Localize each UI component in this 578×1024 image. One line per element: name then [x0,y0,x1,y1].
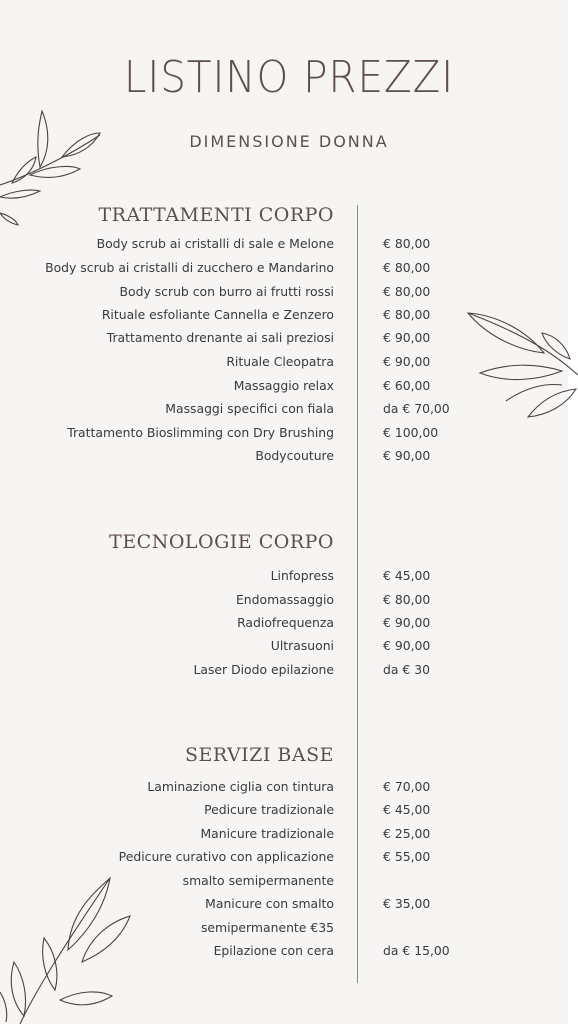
service-name: Epilazione con cera [213,943,334,958]
service-price: € 90,00 [383,330,431,345]
service-price: da € 15,00 [383,943,450,958]
page-title: LISTINO PREZZI [123,52,455,103]
service-price: € 90,00 [383,638,431,653]
service-price: da € 30 [383,662,430,677]
service-price: € 100,00 [383,425,439,440]
service-name: Rituale Cleopatra [226,354,334,369]
service-name: Trattamento Bioslimming con Dry Brushing [67,425,334,440]
service-price: € 45,00 [383,802,431,817]
service-name: Rituale esfoliante Cannella e Zenzero [101,307,334,322]
service-price: € 35,00 [383,896,431,911]
service-name: Laser Diodo epilazione [193,662,334,677]
service-name: Massaggio relax [233,378,334,393]
service-price: € 80,00 [383,284,431,299]
service-name: Pedicure tradizionale [204,802,334,817]
service-price: € 45,00 [383,568,431,583]
service-name: Linfopress [270,568,334,583]
leaf-branch-right-icon [466,305,578,425]
column-divider [357,205,358,983]
service-price: € 80,00 [383,592,431,607]
section-title-servizi-base: SERVIZI BASE [184,744,334,766]
service-name: Manicure tradizionale [200,826,334,841]
service-price: € 90,00 [383,615,431,630]
service-price: € 80,00 [383,236,431,251]
service-name: Manicure con smalto [205,896,334,911]
service-price: € 70,00 [383,779,431,794]
leaf-branch-top-left-icon [0,105,110,230]
service-price: € 80,00 [383,260,431,275]
service-name: semipermanente €35 [200,920,334,935]
service-price: € 55,00 [383,849,431,864]
leaf-branch-bottom-left-icon [0,872,135,1024]
service-name: Radiofrequenza [237,615,334,630]
service-name: Endomassaggio [235,592,334,607]
page-subtitle: DIMENSIONE DONNA [189,132,389,151]
service-price: € 80,00 [383,307,431,322]
service-name: Ultrasuoni [270,638,334,653]
service-price: € 90,00 [383,354,431,369]
section-title-tecnologie-corpo: TECNOLOGIE CORPO [109,531,334,553]
service-name: Bodycouture [255,448,334,463]
service-name: Massaggi specifici con fiala [165,401,334,416]
service-price: € 60,00 [383,378,431,393]
page-edge [568,0,578,1024]
service-name: Laminazione ciglia con tintura [147,779,334,794]
service-name: Body scrub con burro ai frutti rossi [119,284,334,299]
service-name: Trattamento drenante ai sali preziosi [106,330,334,345]
service-name: smalto semipermanente [182,873,334,888]
service-name: Pedicure curativo con applicazione [118,849,334,864]
service-name: Body scrub ai cristalli di sale e Melone [96,236,334,251]
service-name: Body scrub ai cristalli di zucchero e Mandarino [45,260,334,275]
service-price: da € 70,00 [383,401,450,416]
section-title-trattamenti-corpo: TRATTAMENTI CORPO [98,204,334,226]
service-price: € 25,00 [383,826,431,841]
service-price: € 90,00 [383,448,431,463]
